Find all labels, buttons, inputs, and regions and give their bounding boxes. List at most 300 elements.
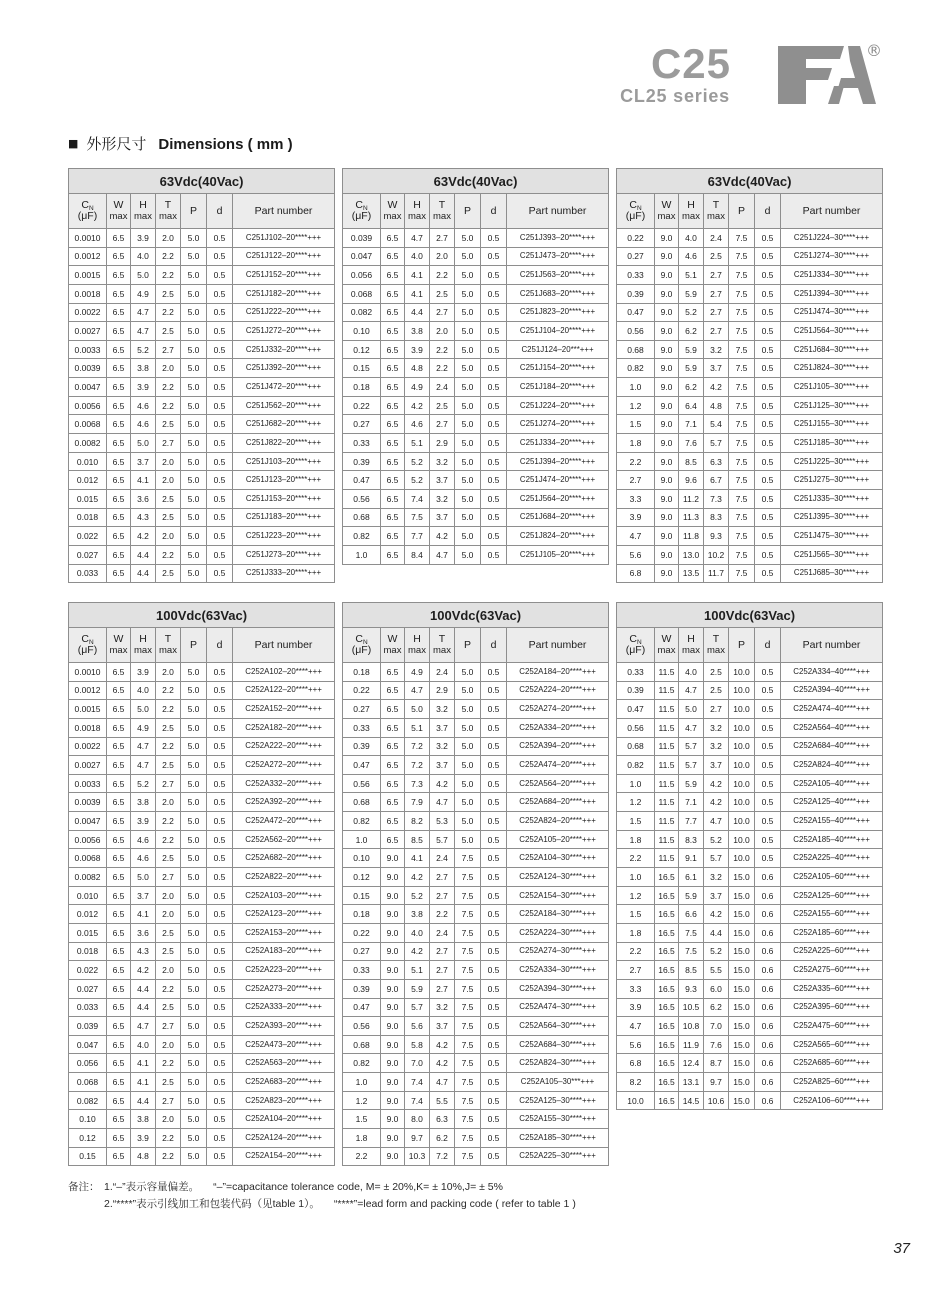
cell-lead-diameter: 0.5 — [481, 737, 507, 756]
cell-capacitance: 0.12 — [69, 1129, 107, 1148]
header-pitch: P — [181, 194, 207, 229]
cell-pitch: 5.0 — [181, 489, 207, 508]
cell-part-number: C251J123–20****+++ — [233, 471, 335, 490]
cell-capacitance: 5.6 — [617, 1035, 655, 1054]
header-capacitance-unit: (μF) — [77, 644, 98, 656]
cell-pitch: 15.0 — [729, 905, 755, 924]
table-row — [69, 508, 335, 527]
cell-width: 16.5 — [655, 886, 679, 905]
cell-capacitance: 2.7 — [617, 961, 655, 980]
page-number: 37 — [893, 1240, 910, 1257]
cell-thickness: 2.4 — [430, 923, 455, 942]
cell-part-number: C252A272–20****+++ — [233, 756, 335, 775]
header-capacitance-letter: C — [81, 199, 89, 211]
header-height-label: H — [687, 199, 695, 211]
table-row — [617, 396, 883, 415]
cell-height: 5.2 — [679, 303, 704, 322]
cell-thickness: 2.0 — [430, 247, 455, 266]
cell-width: 9.0 — [655, 340, 679, 359]
table-row — [617, 1073, 883, 1092]
cell-height: 8.3 — [679, 830, 704, 849]
cell-lead-diameter: 0.5 — [207, 905, 233, 924]
cell-part-number: C252A474–30****+++ — [507, 998, 609, 1017]
cell-lead-diameter: 0.5 — [481, 793, 507, 812]
table-row — [343, 663, 609, 682]
cell-height: 3.8 — [405, 905, 430, 924]
cell-thickness: 3.7 — [430, 508, 455, 527]
cell-height: 4.7 — [405, 681, 430, 700]
cell-width: 6.5 — [107, 812, 131, 831]
cell-thickness: 2.7 — [156, 340, 181, 359]
header-capacitance-subscript: N — [362, 205, 368, 212]
cell-thickness: 6.2 — [704, 998, 729, 1017]
cell-part-number: C252A273–20****+++ — [233, 979, 335, 998]
cell-capacitance: 0.0012 — [69, 681, 107, 700]
cell-part-number: C251J334–30****+++ — [781, 266, 883, 285]
cell-lead-diameter: 0.5 — [207, 793, 233, 812]
cell-capacitance: 0.27 — [343, 942, 381, 961]
cell-capacitance: 0.010 — [69, 886, 107, 905]
cell-pitch: 5.0 — [455, 527, 481, 546]
cell-capacitance: 0.47 — [617, 303, 655, 322]
table-row — [343, 340, 609, 359]
cell-capacitance: 0.22 — [343, 681, 381, 700]
cell-width: 6.5 — [381, 266, 405, 285]
cell-height: 6.1 — [679, 868, 704, 887]
cell-thickness: 2.2 — [156, 1147, 181, 1166]
cell-pitch: 5.0 — [455, 681, 481, 700]
header-height-label: H — [687, 633, 695, 645]
cell-height: 4.9 — [405, 663, 430, 682]
cell-capacitance: 2.7 — [617, 471, 655, 490]
cell-capacitance: 3.9 — [617, 998, 655, 1017]
cell-part-number: C251J105–30****+++ — [781, 378, 883, 397]
table-row — [343, 471, 609, 490]
cell-lead-diameter: 0.5 — [755, 229, 781, 248]
cell-lead-diameter: 0.5 — [481, 303, 507, 322]
cell-thickness: 2.2 — [156, 812, 181, 831]
cell-pitch: 5.0 — [181, 359, 207, 378]
cell-lead-diameter: 0.5 — [755, 545, 781, 564]
cell-lead-diameter: 0.5 — [481, 681, 507, 700]
table-row — [617, 1035, 883, 1054]
cell-lead-diameter: 0.5 — [481, 886, 507, 905]
header-thickness — [156, 194, 181, 229]
cell-capacitance: 0.0082 — [69, 868, 107, 887]
cell-thickness: 2.2 — [156, 266, 181, 285]
table-row — [617, 793, 883, 812]
cell-lead-diameter: 0.5 — [207, 830, 233, 849]
cell-pitch: 7.5 — [455, 868, 481, 887]
cell-part-number: C251J564–20****+++ — [507, 489, 609, 508]
cell-width: 11.5 — [655, 756, 679, 775]
cell-lead-diameter: 0.5 — [481, 700, 507, 719]
cell-thickness: 3.7 — [430, 471, 455, 490]
cell-pitch: 5.0 — [181, 1091, 207, 1110]
cell-lead-diameter: 0.5 — [755, 415, 781, 434]
table-row — [617, 322, 883, 341]
cell-pitch: 15.0 — [729, 1054, 755, 1073]
cell-capacitance: 0.82 — [343, 812, 381, 831]
cell-part-number: C252A155–60****+++ — [781, 905, 883, 924]
header-pitch: P — [455, 628, 481, 663]
cell-pitch: 7.5 — [729, 247, 755, 266]
cell-part-number: C251J332–20****+++ — [233, 340, 335, 359]
cell-capacitance: 0.33 — [617, 663, 655, 682]
cell-height: 5.9 — [679, 886, 704, 905]
cell-part-number: C252A152–20****+++ — [233, 700, 335, 719]
header-capacitance-unit: (μF) — [625, 210, 646, 222]
cell-width: 6.5 — [381, 359, 405, 378]
cell-thickness: 4.2 — [704, 905, 729, 924]
cell-pitch: 5.0 — [181, 396, 207, 415]
cell-capacitance: 2.2 — [343, 1147, 381, 1166]
cell-lead-diameter: 0.5 — [481, 998, 507, 1017]
cell-capacitance: 0.47 — [343, 756, 381, 775]
cell-lead-diameter: 0.6 — [755, 961, 781, 980]
cell-width: 9.0 — [381, 1110, 405, 1129]
cell-height: 7.5 — [679, 923, 704, 942]
cell-part-number: C252A274–20****+++ — [507, 700, 609, 719]
cell-width: 9.0 — [655, 415, 679, 434]
cell-capacitance: 0.047 — [343, 247, 381, 266]
cell-pitch: 5.0 — [455, 396, 481, 415]
cell-width: 9.0 — [655, 284, 679, 303]
header-width — [381, 628, 405, 663]
cell-pitch: 5.0 — [181, 527, 207, 546]
cell-pitch: 5.0 — [455, 359, 481, 378]
cell-capacitance: 0.47 — [343, 471, 381, 490]
cell-width: 6.5 — [381, 471, 405, 490]
cell-height: 7.7 — [405, 527, 430, 546]
table-body — [69, 229, 335, 583]
cell-lead-diameter: 0.5 — [481, 1110, 507, 1129]
dimension-table-63v-c — [616, 168, 883, 583]
cell-capacitance: 4.7 — [617, 1017, 655, 1036]
cell-width: 6.5 — [107, 718, 131, 737]
table-row — [69, 793, 335, 812]
cell-height: 5.7 — [405, 998, 430, 1017]
cell-capacitance: 0.0018 — [69, 718, 107, 737]
cell-height: 4.3 — [131, 508, 156, 527]
cell-width: 9.0 — [655, 545, 679, 564]
table-head — [69, 603, 335, 663]
cell-capacitance: 6.8 — [617, 1054, 655, 1073]
cell-part-number: C252A105–60****+++ — [781, 868, 883, 887]
table-row — [69, 340, 335, 359]
cell-width: 9.0 — [381, 961, 405, 980]
cell-capacitance: 0.68 — [343, 1035, 381, 1054]
cell-height: 4.6 — [131, 830, 156, 849]
cell-capacitance: 0.0015 — [69, 700, 107, 719]
cell-lead-diameter: 0.5 — [481, 979, 507, 998]
header-pitch: P — [729, 628, 755, 663]
cell-pitch: 7.5 — [455, 979, 481, 998]
header-part-number: Part number — [781, 628, 883, 663]
cell-part-number: C252A225–30****+++ — [507, 1147, 609, 1166]
cell-capacitance: 0.015 — [69, 923, 107, 942]
table-title-row — [69, 169, 335, 194]
cell-width: 6.5 — [107, 340, 131, 359]
cell-capacitance: 0.047 — [69, 1035, 107, 1054]
cell-width: 6.5 — [107, 1054, 131, 1073]
header-height-max: max — [682, 211, 700, 222]
cell-height: 5.2 — [405, 452, 430, 471]
cell-thickness: 2.4 — [430, 663, 455, 682]
cell-height: 4.0 — [405, 247, 430, 266]
cell-capacitance: 0.68 — [343, 508, 381, 527]
cell-pitch: 7.5 — [729, 434, 755, 453]
header-height-label: H — [413, 633, 421, 645]
cell-part-number: C251J684–30****+++ — [781, 340, 883, 359]
cell-height: 9.3 — [679, 979, 704, 998]
cell-lead-diameter: 0.5 — [481, 923, 507, 942]
cell-thickness: 2.0 — [156, 886, 181, 905]
cell-height: 5.2 — [131, 340, 156, 359]
cell-capacitance: 0.27 — [343, 700, 381, 719]
cell-capacitance: 0.018 — [69, 942, 107, 961]
cell-capacitance: 0.010 — [69, 452, 107, 471]
cell-thickness: 2.5 — [156, 322, 181, 341]
table-row — [343, 1147, 609, 1166]
cell-part-number: C252A183–20****+++ — [233, 942, 335, 961]
cell-pitch: 15.0 — [729, 1035, 755, 1054]
cell-lead-diameter: 0.6 — [755, 1017, 781, 1036]
cell-pitch: 5.0 — [455, 434, 481, 453]
cell-part-number: C252A684–30****+++ — [507, 1035, 609, 1054]
header-height-max: max — [408, 211, 426, 222]
cell-height: 4.6 — [131, 849, 156, 868]
cell-lead-diameter: 0.5 — [755, 830, 781, 849]
cell-capacitance: 0.0027 — [69, 756, 107, 775]
cell-width: 16.5 — [655, 1054, 679, 1073]
cell-part-number: C251J183–20****+++ — [233, 508, 335, 527]
cell-width: 16.5 — [655, 868, 679, 887]
table-row — [343, 229, 609, 248]
cell-capacitance: 0.056 — [343, 266, 381, 285]
cell-part-number: C251J393–20****+++ — [507, 229, 609, 248]
cell-part-number: C252A564–20****+++ — [507, 774, 609, 793]
cell-capacitance: 0.0033 — [69, 774, 107, 793]
cell-height: 4.7 — [131, 322, 156, 341]
cell-height: 4.2 — [131, 961, 156, 980]
cell-height: 7.2 — [405, 756, 430, 775]
cell-thickness: 5.7 — [430, 830, 455, 849]
cell-capacitance: 0.82 — [617, 359, 655, 378]
header-part-number: Part number — [507, 628, 609, 663]
cell-part-number: C252A824–30****+++ — [507, 1054, 609, 1073]
cell-pitch: 7.5 — [455, 905, 481, 924]
cell-thickness: 4.2 — [704, 378, 729, 397]
header-capacitance-letter: C — [629, 199, 637, 211]
cell-height: 4.1 — [131, 1073, 156, 1092]
table-row — [343, 396, 609, 415]
cell-lead-diameter: 0.5 — [481, 942, 507, 961]
cell-lead-diameter: 0.5 — [207, 663, 233, 682]
header-pitch: P — [181, 628, 207, 663]
cell-lead-diameter: 0.5 — [207, 471, 233, 490]
cell-height: 3.9 — [131, 1129, 156, 1148]
cell-thickness: 2.2 — [156, 303, 181, 322]
cell-thickness: 2.2 — [156, 737, 181, 756]
cell-height: 5.0 — [679, 700, 704, 719]
cell-lead-diameter: 0.5 — [481, 774, 507, 793]
table-row — [617, 700, 883, 719]
header-width — [107, 628, 131, 663]
cell-lead-diameter: 0.5 — [207, 564, 233, 583]
cell-lead-diameter: 0.5 — [207, 434, 233, 453]
cell-pitch: 7.5 — [455, 1054, 481, 1073]
cell-thickness: 2.2 — [430, 905, 455, 924]
cell-capacitance: 1.2 — [617, 886, 655, 905]
cell-height: 7.4 — [405, 1091, 430, 1110]
cell-capacitance: 0.18 — [343, 378, 381, 397]
cell-height: 4.0 — [131, 681, 156, 700]
section-title-en: Dimensions ( mm ) — [158, 136, 293, 153]
cell-thickness: 2.0 — [156, 359, 181, 378]
cell-part-number: C252A123–20****+++ — [233, 905, 335, 924]
cell-pitch: 10.0 — [729, 737, 755, 756]
cell-part-number: C252A103–20****+++ — [233, 886, 335, 905]
table-row — [69, 527, 335, 546]
cell-part-number: C252A222–20****+++ — [233, 737, 335, 756]
header-pitch: P — [455, 194, 481, 229]
cell-width: 9.0 — [655, 471, 679, 490]
header-height — [679, 194, 704, 229]
table-row — [343, 942, 609, 961]
cell-part-number: C252A334–30****+++ — [507, 961, 609, 980]
cell-thickness: 3.7 — [704, 886, 729, 905]
cell-height: 3.9 — [405, 340, 430, 359]
cell-lead-diameter: 0.6 — [755, 905, 781, 924]
cell-pitch: 7.5 — [729, 266, 755, 285]
cell-pitch: 5.0 — [181, 247, 207, 266]
cell-lead-diameter: 0.5 — [755, 396, 781, 415]
cell-pitch: 15.0 — [729, 1073, 755, 1092]
cell-thickness: 2.5 — [156, 564, 181, 583]
cell-part-number: C252A823–20****+++ — [233, 1091, 335, 1110]
cell-pitch: 5.0 — [181, 303, 207, 322]
cell-height: 3.6 — [131, 489, 156, 508]
column-header-row — [69, 628, 335, 663]
header-width-label: W — [387, 199, 398, 211]
cell-height: 7.3 — [405, 774, 430, 793]
cell-capacitance: 0.0012 — [69, 247, 107, 266]
cell-capacitance: 0.82 — [343, 1054, 381, 1073]
cell-thickness: 3.7 — [430, 756, 455, 775]
cell-lead-diameter: 0.5 — [207, 415, 233, 434]
cell-capacitance: 0.0022 — [69, 737, 107, 756]
cell-capacitance: 1.8 — [617, 434, 655, 453]
cell-pitch: 5.0 — [181, 886, 207, 905]
cell-part-number: C252A475–60****+++ — [781, 1017, 883, 1036]
table-row — [343, 1129, 609, 1148]
cell-thickness: 2.5 — [156, 489, 181, 508]
cell-width: 9.0 — [381, 1073, 405, 1092]
table-title-row — [343, 603, 609, 628]
cell-thickness: 2.7 — [704, 322, 729, 341]
cell-capacitance: 0.56 — [343, 774, 381, 793]
cell-pitch: 7.5 — [455, 1073, 481, 1092]
cell-width: 6.5 — [107, 247, 131, 266]
cell-part-number: C252A122–20****+++ — [233, 681, 335, 700]
cell-height: 7.5 — [405, 508, 430, 527]
table-row — [617, 868, 883, 887]
cell-width: 6.5 — [107, 527, 131, 546]
header-width — [655, 628, 679, 663]
cell-height: 5.0 — [405, 700, 430, 719]
cell-height: 6.4 — [679, 396, 704, 415]
header-thickness — [704, 194, 729, 229]
cell-pitch: 7.5 — [455, 849, 481, 868]
table-row — [69, 1091, 335, 1110]
cell-width: 9.0 — [381, 942, 405, 961]
cell-pitch: 5.0 — [455, 489, 481, 508]
cell-thickness: 2.7 — [430, 415, 455, 434]
cell-width: 9.0 — [381, 868, 405, 887]
header-thickness-max: max — [159, 645, 177, 656]
cell-thickness: 2.7 — [156, 1091, 181, 1110]
cell-part-number: C251J822–20****+++ — [233, 434, 335, 453]
cell-capacitance: 0.39 — [343, 979, 381, 998]
header-thickness-label: T — [712, 633, 720, 645]
cell-capacitance: 0.68 — [617, 737, 655, 756]
note-1-number: 1. — [104, 1181, 113, 1193]
cell-thickness: 2.5 — [156, 415, 181, 434]
brand-logo — [778, 46, 876, 104]
cell-width: 6.5 — [381, 303, 405, 322]
cell-part-number: C252A274–30****+++ — [507, 942, 609, 961]
cell-capacitance: 0.0082 — [69, 434, 107, 453]
cell-pitch: 5.0 — [455, 322, 481, 341]
cell-part-number: C252A225–40****+++ — [781, 849, 883, 868]
table-row — [343, 359, 609, 378]
header-width-label: W — [661, 199, 672, 211]
table-row — [343, 415, 609, 434]
cell-height: 6.2 — [679, 378, 704, 397]
table-row — [617, 284, 883, 303]
cell-capacitance: 0.10 — [343, 322, 381, 341]
cell-thickness: 2.0 — [156, 527, 181, 546]
cell-lead-diameter: 0.5 — [481, 961, 507, 980]
cell-pitch: 5.0 — [455, 700, 481, 719]
table-row — [69, 452, 335, 471]
header-thickness-max: max — [433, 211, 451, 222]
cell-thickness: 7.3 — [704, 489, 729, 508]
cell-width: 11.5 — [655, 830, 679, 849]
cell-pitch: 5.0 — [455, 756, 481, 775]
cell-part-number: C252A124–30****+++ — [507, 868, 609, 887]
cell-thickness: 2.7 — [704, 266, 729, 285]
table-row — [343, 793, 609, 812]
cell-pitch: 5.0 — [181, 774, 207, 793]
table-row — [343, 998, 609, 1017]
table-row — [343, 979, 609, 998]
cell-width: 6.5 — [107, 303, 131, 322]
cell-capacitance: 1.8 — [617, 923, 655, 942]
cell-pitch: 15.0 — [729, 886, 755, 905]
cell-part-number: C252A334–40****+++ — [781, 663, 883, 682]
header-capacitance — [343, 194, 381, 229]
cell-lead-diameter: 0.5 — [755, 849, 781, 868]
cell-height: 5.2 — [405, 886, 430, 905]
cell-width: 6.5 — [381, 452, 405, 471]
cell-lead-diameter: 0.5 — [755, 322, 781, 341]
cell-capacitance: 0.56 — [343, 489, 381, 508]
cell-thickness: 2.4 — [430, 378, 455, 397]
section-title-cn: 外形尺寸 — [86, 136, 147, 153]
cell-part-number: C252A474–20****+++ — [507, 756, 609, 775]
